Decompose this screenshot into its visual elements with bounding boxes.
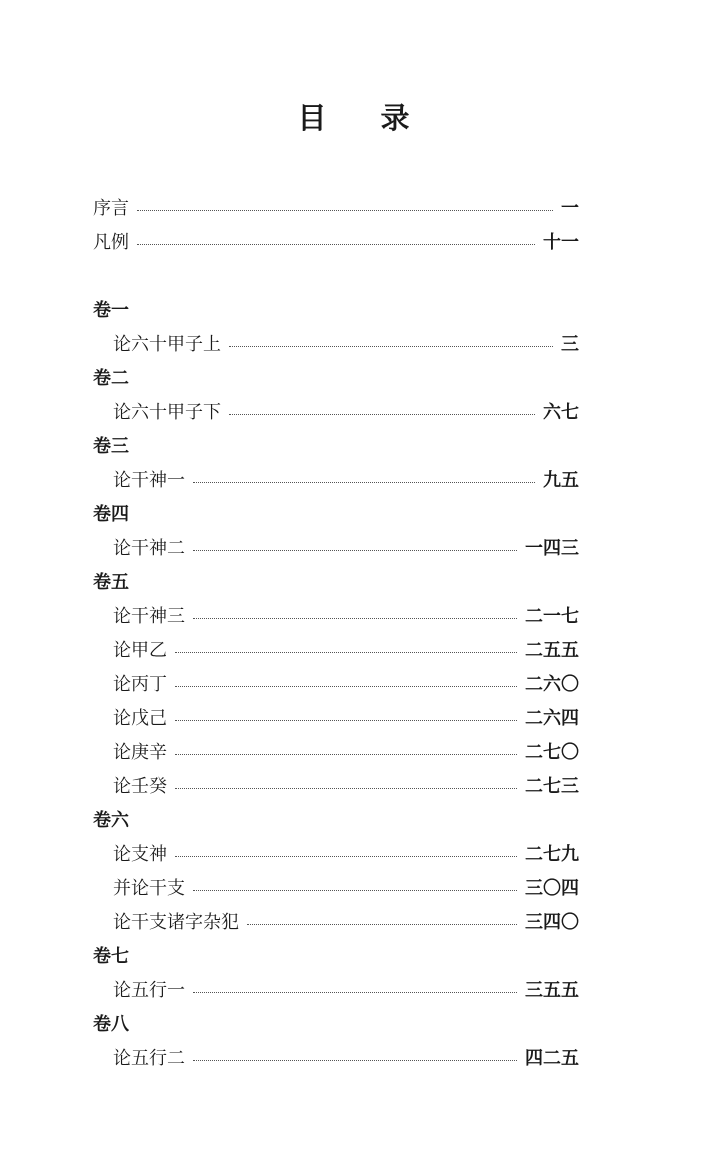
toc-entry-preface[interactable] [93,192,579,226]
volume-heading: 卷四 [93,504,129,525]
toc-entry[interactable] [93,736,579,770]
dot-leader [193,1060,517,1061]
toc-entry-page: 六七 [543,402,579,423]
dot-leader [137,210,553,211]
dot-leader [229,346,553,347]
toc-entry-page: 二七三 [525,776,579,797]
toc-entry-page: 九五 [543,470,579,491]
toc-entry-page: 三四〇 [525,912,579,933]
toc-entry-label: 论五行一 [113,980,185,1001]
dot-leader [175,686,517,687]
toc-entry-label: 论戊己 [113,708,167,729]
toc-entry-label: 论支神 [113,844,167,865]
toc-entry[interactable] [93,634,579,668]
toc-entry[interactable] [93,396,579,430]
toc-entry-label: 并论干支 [113,878,185,899]
volume-heading: 卷二 [93,368,129,389]
toc-entry-label: 论干支诸字杂犯 [113,912,239,933]
toc-entry[interactable] [93,702,579,736]
toc-entry-page: 二五五 [525,640,579,661]
toc-entry-label: 凡例 [93,232,129,253]
toc-entry-page: 三五五 [525,980,579,1001]
toc-entry[interactable] [93,838,579,872]
toc-entry-label: 序言 [93,198,129,219]
dot-leader [193,482,535,483]
table-of-contents [93,192,579,1076]
volume-heading: 卷五 [93,572,129,593]
dot-leader [175,754,517,755]
dot-leader [175,720,517,721]
toc-entry-label: 论丙丁 [113,674,167,695]
toc-entry-page: 一 [561,198,579,219]
volume-heading: 卷六 [93,810,129,831]
toc-entry-page: 二六四 [525,708,579,729]
toc-entry[interactable] [93,974,579,1008]
toc-entry[interactable] [93,770,579,804]
toc-entry-label: 论五行二 [113,1048,185,1069]
dot-leader [193,890,517,891]
dot-leader [175,788,517,789]
toc-entry[interactable] [93,668,579,702]
toc-entry-guide[interactable] [93,226,579,260]
toc-entry-page: 十一 [543,232,579,253]
dot-leader [137,244,535,245]
spacer [93,260,579,294]
toc-entry-page: 二七〇 [525,742,579,763]
volume-heading: 卷三 [93,436,129,457]
toc-entry-label: 论干神一 [113,470,185,491]
dot-leader [247,924,517,925]
toc-entry[interactable] [93,906,579,940]
dot-leader [193,550,517,551]
volume-heading: 卷七 [93,946,129,967]
dot-leader [175,856,517,857]
volume-heading: 卷一 [93,300,129,321]
toc-entry-label: 论干神三 [113,606,185,627]
dot-leader [175,652,517,653]
toc-entry[interactable] [93,872,579,906]
page-title: 目 录 [297,101,432,135]
toc-entry-page: 一四三 [525,538,579,559]
toc-entry[interactable] [93,328,579,362]
toc-entry-page: 二七九 [525,844,579,865]
dot-leader [193,992,517,993]
toc-entry-page: 二一七 [525,606,579,627]
dot-leader [229,414,535,415]
toc-entry-label: 论庚辛 [113,742,167,763]
toc-entry-page: 四二五 [525,1048,579,1069]
volume-heading: 卷八 [93,1014,129,1035]
toc-entry-label: 论壬癸 [113,776,167,797]
toc-entry[interactable] [93,532,579,566]
toc-entry[interactable] [93,600,579,634]
dot-leader [193,618,517,619]
toc-entry-page: 二六〇 [525,674,579,695]
toc-entry-label: 论六十甲子下 [113,402,221,423]
toc-entry-page: 三 [561,334,579,355]
toc-entry-label: 论六十甲子上 [113,334,221,355]
toc-entry[interactable] [93,464,579,498]
toc-entry-label: 论干神二 [113,538,185,559]
toc-entry-label: 论甲乙 [113,640,167,661]
toc-entry[interactable] [93,1042,579,1076]
toc-entry-page: 三〇四 [525,878,579,899]
